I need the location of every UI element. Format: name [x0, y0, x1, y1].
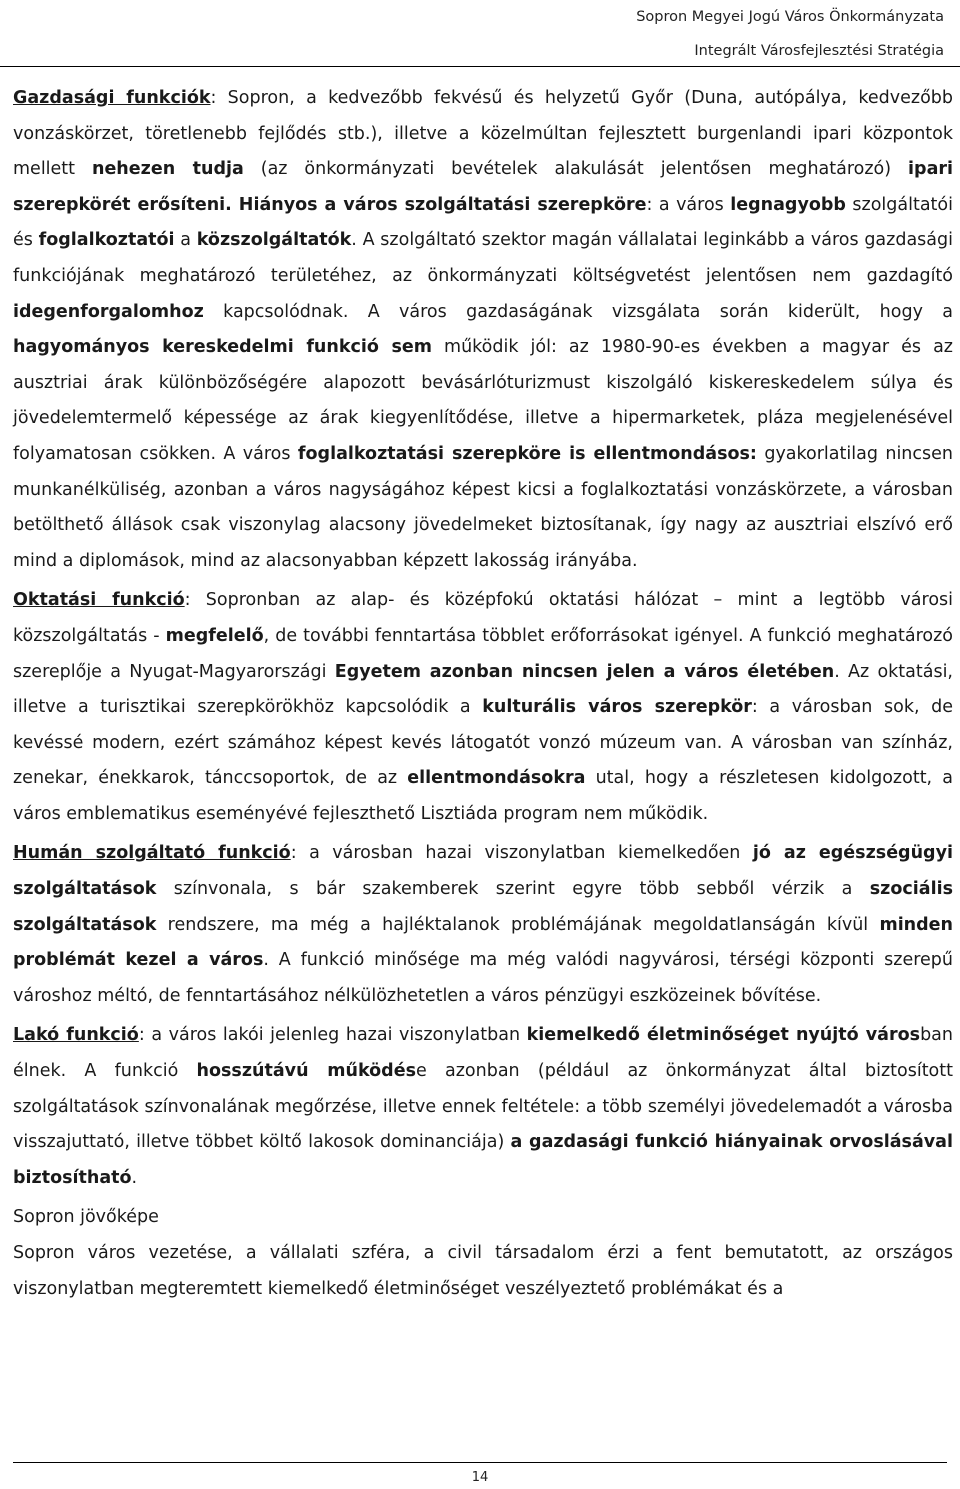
text-run: színvonala, s bár szakemberek szerint egyre több sebből vérzik a: [156, 879, 870, 900]
paragraph-human-services-function: [13, 836, 953, 1014]
text-run: (az önkormányzati bevételek alakulását jelentősen meghatározó): [243, 159, 909, 180]
bold-run: hagyományos kereskedelmi funkció sem: [13, 337, 432, 358]
paragraph-vision: Sopron város vezetése, a vállalati szféra, a civil társadalom érzi a fent bemutatott, az országos viszonylatban megteremtett kiemelkedő életminőséget veszélyeztető problémákat és a: [13, 1243, 953, 1299]
text-run: : Sopron, a kedvezőbb fekvésű és helyzetű Győr (Duna, autópálya, kedvezőbb vonzáskörzet, töretlenebb fejlődés stb.), illetve a közelmúltan fejlesztett burgenlandi ipari központok mellett: [13, 88, 953, 180]
text-run: rendszere, ma még a hajléktalanok problémájának megoldatlanságán kívül: [156, 914, 880, 935]
bold-run: foglalkoztatási szerepköre is ellentmondásos:: [297, 443, 757, 464]
heading-education-function: Oktatási funkció: [13, 590, 185, 611]
text-run: gyakorlatilag nincsen munkanélküliség, azonban a város nagyságához képest kicsi a foglalkoztatási vonzáskörzete, a városban betölthető állások csak viszonylag alacsony jövedelmeket biztosítanak, így nagy az ausztriai elszívó erő mind a diplomások, mind az alacsonyabban képzett lakosság irányába.: [13, 443, 953, 571]
footer-divider: [13, 1462, 947, 1463]
heading-economic-functions: Gazdasági funkciók: [13, 88, 211, 108]
header-document-title: Integrált Városfejlesztési Stratégia: [694, 43, 944, 59]
bold-run: nehezen tudja: [91, 159, 244, 180]
text-run: : a városban hazai viszonylatban kiemelkedően: [290, 843, 753, 864]
text-run: ban élnek. A funkció: [13, 1025, 953, 1082]
text-run: a: [174, 230, 197, 251]
page-header: [636, 0, 944, 68]
bold-run: minden problémát kezel a város: [13, 914, 953, 971]
text-run: .: [131, 1167, 138, 1188]
bold-run: legnagyobb: [730, 194, 846, 215]
bold-run: ellentmondásokra: [407, 768, 586, 789]
text-run: működik jól: az 1980-90-es években a magyar és az ausztriai árak különbözőségére alapozott bevásárlóturizmust kiszolgáló kiskereskedelem súlya és jövedelemtermelő képessége az árak kiegyenlítődése, illetve a hipermarketek, pláza megjelenésével folyamatosan csökken. A város: [13, 337, 953, 464]
bold-run: szociális szolgáltatások: [13, 879, 953, 935]
text-run: : Sopronban az alap- és középfokú oktatási hálózat – mint a legtöbb városi közszolgáltatás -: [13, 590, 954, 646]
bold-run: megfelelő: [165, 625, 264, 646]
bold-run: jó az egészségügyi szolgáltatások: [13, 843, 953, 900]
paragraph-economic-functions: [13, 81, 953, 579]
text-run: : a város lakói jelenleg hazai viszonylatban: [138, 1025, 527, 1046]
section-heading-vision: Sopron jövőképe: [13, 1207, 159, 1228]
bold-run: Egyetem azonban nincsen jelen a város életében: [334, 661, 835, 682]
paragraph-residential-function: [13, 1018, 953, 1196]
bold-run: közszolgáltatók: [196, 230, 352, 251]
bold-run: a gazdasági funkció hiányainak orvoslásával biztosítható: [13, 1132, 953, 1188]
heading-residential-function: Lakó funkció: [13, 1025, 139, 1046]
bold-run: ipari szerepkörét erősíteni. Hiányos a város szolgáltatási szerepköre: [13, 159, 954, 215]
text-run: kapcsolódnak. A város gazdaságának vizsgálata során kiderült, hogy a: [203, 301, 953, 322]
text-run: szolgáltatói és: [13, 194, 953, 251]
paragraph-education-function: [13, 583, 953, 832]
header-divider: [0, 66, 960, 67]
text-run: . Az oktatási, illetve a turisztikai szerepkörökhöz kapcsolódik a: [13, 661, 953, 718]
bold-run: foglalkoztatói: [38, 230, 175, 251]
bold-run: kulturális város szerepkör: [482, 697, 752, 718]
text-run: : a város: [646, 194, 731, 215]
bold-run: hosszútávú működés: [196, 1061, 416, 1082]
page-number: 14: [471, 1470, 489, 1485]
bold-run: kiemelkedő életminőséget nyújtó város: [526, 1025, 921, 1046]
document-body: [13, 81, 953, 1307]
text-run: . A szolgáltató szektor magán vállalatai leginkább a város gazdasági funkciójának meghatározó területéhez, az önkormányzati költségvetést jelentősen nem gazdagító: [13, 230, 953, 286]
text-run: . A funkció minősége ma még valódi nagyvárosi, térségi központi szerepű városhoz méltó, de fenntartásához nélkülözhetetlen a város pénzügyi eszközeinek bővítése.: [13, 950, 953, 1006]
header-organization: Sopron Megyei Jogú Város Önkormányzata: [636, 9, 944, 25]
text-run: , de további fenntartása többlet erőforrásokat igényel. A funkció meghatározó szereplője a Nyugat-Magyarországi: [13, 625, 953, 682]
bold-run: idegenforgalomhoz: [13, 301, 204, 322]
text-run: : a városban sok, de kevéssé modern, ezért számához képest kevés látogatót vonzó múzeum van. A városban van színház, zenekar, énekkarok, tánccsoportok, de az: [13, 697, 954, 789]
heading-human-services-function: Humán szolgáltató funkció: [13, 843, 291, 864]
text-run: e azonban (például az önkormányzat által biztosított szolgáltatások színvonalának megőrzése, illetve ennek feltétele: a több személyi jövedelemadót a városba visszajuttató, illetve többet költő lakosok dominanciája): [13, 1061, 953, 1153]
text-run: utal, hogy a részletesen kidolgozott, a város emblematikus eseményévé fejleszthető Lisztiáda program nem működik.: [13, 768, 954, 824]
